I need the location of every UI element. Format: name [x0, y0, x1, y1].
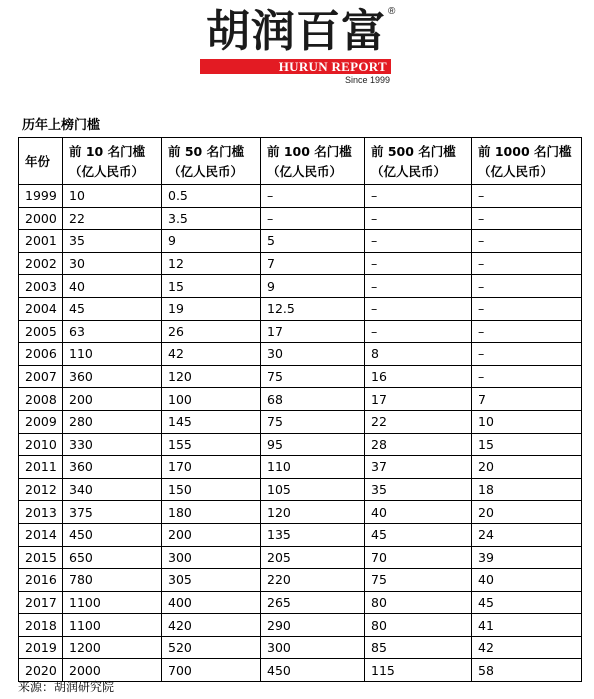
column-header	[162, 138, 261, 185]
source-note: 来源：胡润研究院	[18, 680, 115, 694]
value-cell: –	[472, 343, 582, 366]
value-cell: 68	[261, 388, 365, 411]
value-cell: 95	[261, 433, 365, 456]
column-header	[19, 138, 63, 185]
year-cell: 2015	[19, 546, 63, 569]
value-cell: 22	[63, 207, 162, 230]
value-cell: 20	[472, 501, 582, 524]
value-cell: 39	[472, 546, 582, 569]
year-cell: 2001	[19, 230, 63, 253]
table-row	[19, 343, 582, 366]
column-header	[261, 138, 365, 185]
value-cell: 105	[261, 478, 365, 501]
column-header-unit: （亿人民币）	[267, 164, 343, 179]
value-cell: 41	[472, 614, 582, 637]
year-cell: 2007	[19, 365, 63, 388]
value-cell: 75	[261, 410, 365, 433]
value-cell: 450	[261, 659, 365, 682]
value-cell: 75	[365, 569, 472, 592]
value-cell: 200	[162, 523, 261, 546]
value-cell: 1200	[63, 636, 162, 659]
value-cell: 120	[261, 501, 365, 524]
value-cell: 7	[472, 388, 582, 411]
table-row	[19, 388, 582, 411]
value-cell: 375	[63, 501, 162, 524]
value-cell: 300	[162, 546, 261, 569]
value-cell: 360	[63, 456, 162, 479]
value-cell: 155	[162, 433, 261, 456]
threshold-table	[18, 137, 582, 682]
value-cell: 45	[472, 591, 582, 614]
value-cell: 290	[261, 614, 365, 637]
year-cell: 2012	[19, 478, 63, 501]
column-header-unit: （亿人民币）	[371, 164, 447, 179]
value-cell: 28	[365, 433, 472, 456]
value-cell: 100	[162, 388, 261, 411]
value-cell: 205	[261, 546, 365, 569]
value-cell: –	[365, 207, 472, 230]
value-cell: 12	[162, 252, 261, 275]
value-cell: –	[472, 207, 582, 230]
value-cell: 40	[63, 275, 162, 298]
value-cell: –	[261, 207, 365, 230]
value-cell: –	[365, 252, 472, 275]
column-header-unit: （亿人民币）	[69, 164, 145, 179]
value-cell: 135	[261, 523, 365, 546]
value-cell: 0.5	[162, 185, 261, 208]
value-cell: 42	[162, 343, 261, 366]
value-cell: 75	[261, 365, 365, 388]
value-cell: 180	[162, 501, 261, 524]
table-title: 历年上榜门槛	[22, 118, 101, 133]
value-cell: 700	[162, 659, 261, 682]
year-cell: 2002	[19, 252, 63, 275]
value-cell: –	[472, 297, 582, 320]
value-cell: 360	[63, 365, 162, 388]
table-row	[19, 456, 582, 479]
value-cell: 2000	[63, 659, 162, 682]
value-cell: 9	[261, 275, 365, 298]
value-cell: 170	[162, 456, 261, 479]
value-cell: 650	[63, 546, 162, 569]
value-cell: 70	[365, 546, 472, 569]
value-cell: 22	[365, 410, 472, 433]
logo-since: Since 1999	[344, 75, 390, 85]
value-cell: 8	[365, 343, 472, 366]
value-cell: 220	[261, 569, 365, 592]
year-cell: 2008	[19, 388, 63, 411]
column-header-label: 前 10 名门槛	[69, 144, 146, 159]
table-row	[19, 410, 582, 433]
table-row	[19, 365, 582, 388]
header-row	[19, 138, 582, 185]
column-header	[472, 138, 582, 185]
year-cell: 2011	[19, 456, 63, 479]
value-cell: –	[261, 185, 365, 208]
year-cell: 2009	[19, 410, 63, 433]
value-cell: 5	[261, 230, 365, 253]
value-cell: 80	[365, 614, 472, 637]
year-cell: 2017	[19, 591, 63, 614]
value-cell: 300	[261, 636, 365, 659]
table-row	[19, 185, 582, 208]
year-cell: 2020	[19, 659, 63, 682]
column-header-label: 前 1000 名门槛	[478, 144, 572, 159]
table-row	[19, 433, 582, 456]
value-cell: 120	[162, 365, 261, 388]
value-cell: 1100	[63, 614, 162, 637]
value-cell: 45	[365, 523, 472, 546]
value-cell: –	[472, 230, 582, 253]
value-cell: 450	[63, 523, 162, 546]
value-cell: 200	[63, 388, 162, 411]
column-header-unit: （亿人民币）	[478, 164, 554, 179]
value-cell: –	[472, 275, 582, 298]
value-cell: 15	[162, 275, 261, 298]
logo-brand-cn: 胡润百富	[206, 6, 386, 57]
value-cell: 110	[63, 343, 162, 366]
column-header-label: 年份	[25, 154, 51, 169]
year-cell: 2016	[19, 569, 63, 592]
value-cell: 17	[261, 320, 365, 343]
table-row	[19, 614, 582, 637]
value-cell: 265	[261, 591, 365, 614]
value-cell: –	[472, 365, 582, 388]
value-cell: 305	[162, 569, 261, 592]
year-cell: 2006	[19, 343, 63, 366]
year-cell: 2003	[19, 275, 63, 298]
column-header	[365, 138, 472, 185]
value-cell: 58	[472, 659, 582, 682]
value-cell: 420	[162, 614, 261, 637]
value-cell: 10	[63, 185, 162, 208]
value-cell: 35	[63, 230, 162, 253]
table-row	[19, 230, 582, 253]
value-cell: 63	[63, 320, 162, 343]
value-cell: 16	[365, 365, 472, 388]
table-row	[19, 320, 582, 343]
table-row	[19, 501, 582, 524]
year-cell: 2005	[19, 320, 63, 343]
value-cell: 3.5	[162, 207, 261, 230]
value-cell: 330	[63, 433, 162, 456]
year-cell: 2010	[19, 433, 63, 456]
table-row	[19, 478, 582, 501]
column-header-label: 前 100 名门槛	[267, 144, 352, 159]
value-cell: 150	[162, 478, 261, 501]
logo-brand-en: HURUN REPORT	[200, 59, 391, 74]
value-cell: 110	[261, 456, 365, 479]
value-cell: –	[365, 320, 472, 343]
value-cell: 37	[365, 456, 472, 479]
value-cell: 30	[261, 343, 365, 366]
table-row	[19, 523, 582, 546]
table-row	[19, 591, 582, 614]
table-row	[19, 275, 582, 298]
value-cell: –	[365, 297, 472, 320]
year-cell: 2013	[19, 501, 63, 524]
value-cell: 280	[63, 410, 162, 433]
value-cell: 35	[365, 478, 472, 501]
value-cell: 45	[63, 297, 162, 320]
table-row	[19, 569, 582, 592]
value-cell: 145	[162, 410, 261, 433]
value-cell: 19	[162, 297, 261, 320]
value-cell: –	[472, 320, 582, 343]
value-cell: –	[365, 230, 472, 253]
value-cell: 780	[63, 569, 162, 592]
value-cell: 115	[365, 659, 472, 682]
value-cell: 1100	[63, 591, 162, 614]
value-cell: 15	[472, 433, 582, 456]
registered-mark: ®	[388, 6, 396, 17]
value-cell: 30	[63, 252, 162, 275]
value-cell: 85	[365, 636, 472, 659]
year-cell: 2014	[19, 523, 63, 546]
column-header-label: 前 50 名门槛	[168, 144, 245, 159]
column-header-unit: （亿人民币）	[168, 164, 244, 179]
hurun-logo	[198, 4, 394, 86]
year-cell: 2004	[19, 297, 63, 320]
year-cell: 2019	[19, 636, 63, 659]
table-row	[19, 546, 582, 569]
value-cell: 12.5	[261, 297, 365, 320]
value-cell: 40	[472, 569, 582, 592]
value-cell: 42	[472, 636, 582, 659]
value-cell: –	[365, 185, 472, 208]
column-header-label: 前 500 名门槛	[371, 144, 456, 159]
value-cell: 17	[365, 388, 472, 411]
year-cell: 2000	[19, 207, 63, 230]
table-row	[19, 252, 582, 275]
column-header	[63, 138, 162, 185]
table-row	[19, 207, 582, 230]
value-cell: 340	[63, 478, 162, 501]
value-cell: –	[472, 252, 582, 275]
value-cell: 26	[162, 320, 261, 343]
value-cell: 80	[365, 591, 472, 614]
value-cell: 40	[365, 501, 472, 524]
value-cell: 7	[261, 252, 365, 275]
value-cell: 520	[162, 636, 261, 659]
value-cell: 24	[472, 523, 582, 546]
value-cell: 10	[472, 410, 582, 433]
year-cell: 1999	[19, 185, 63, 208]
value-cell: 18	[472, 478, 582, 501]
value-cell: 20	[472, 456, 582, 479]
value-cell: –	[365, 275, 472, 298]
table-row	[19, 636, 582, 659]
value-cell: 400	[162, 591, 261, 614]
value-cell: 9	[162, 230, 261, 253]
year-cell: 2018	[19, 614, 63, 637]
value-cell: –	[472, 185, 582, 208]
table-row	[19, 297, 582, 320]
